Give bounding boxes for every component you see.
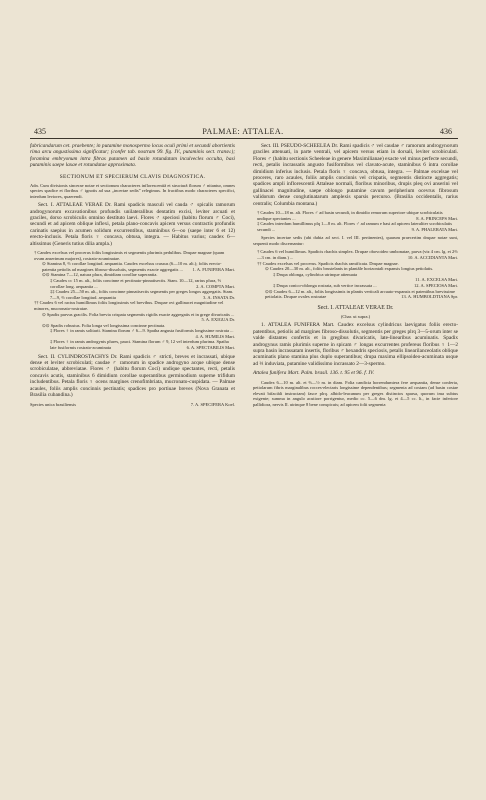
key-entry-text: ‡ Flores ♀ in ramis androgynis plures, pauci. Stamina florum ♂ 9, 12 vel interdum plurima. Spatha late fusiformis rostrato-acuminata xyxy=(50,339,229,351)
key-entry-species: 12. A. SPECIOSA Mart. xyxy=(413,283,458,288)
key-sect1 xyxy=(30,250,235,351)
species-line xyxy=(30,402,235,408)
species1-paragraph: 1. ATTALEA FUNIFERA Mart. Caudex excelsus cylindricus laevigatus foliis erecto-patentibus, petiolis ad margines fibroso-dissolutis, segmentis per greges plrq 3—5-orum inter se valde distantes confertis et in gregibus divaricatis, late-linearibus acuminatis. Spadix androgynus ramis plurimis superne in spicam ♂ longas excurrentes profereus floribus ♀ 1—2 supra basin incrassatam insertis, floribus ♂ hexandris speciosis, petalis linearilanceolatis oblique acuminatis plano stamina plus duplo superantibus; drupa maxima ellipsoideo-acuminata usque ad ⅓ induviata, putamine validissimo incrassato 2—3-spermo. xyxy=(253,322,458,367)
key-entry-text: ‡ Drupa oblonga, cylindrica utrinque attenuata xyxy=(273,271,357,277)
key-entry-species: 6. A. SPECTABILIS Mart. xyxy=(186,345,235,351)
key-entry xyxy=(253,289,458,300)
key-entry xyxy=(30,312,235,323)
key-entry-text: † Caudex 6 vel humillimus. Spadicis rhachis simplex. Drupae obovoideo umbonatae, parva (viz 4 cm. lg. et 2⅔—3 cm. in diam.) ... xyxy=(257,249,458,261)
page-number-left: 435 xyxy=(34,127,46,136)
key-entry-text: † Caudex 10—18 m. alt. Flores ♂ ad basin secundi, in dimidio remorum superiore ubique scrobiculatis undique spectantes ... xyxy=(257,210,443,221)
key-entry xyxy=(253,249,458,260)
key-entry-text: ‡ Caudex cc 15 m. alt., foliis concinne et pectinato-pinnatisectis. Stam. 10—12, rarius plura, ⅔ corollae long. aequantia ... xyxy=(50,277,221,289)
species-line-num: 7. A. SPECIFERA Koel. xyxy=(190,401,235,407)
key-entry-species: 2. A. COMPTA Mart. xyxy=(196,283,235,289)
key-entry-species: 8. A. PRINCEPS Mart. xyxy=(416,215,458,221)
key-entry xyxy=(30,261,235,272)
key-entry-species: 4. A. HUMILIS Mart. xyxy=(195,333,235,339)
citation: Attalea funifera Mart. Palm. brasil. 136. t. 95 et 96. f. IV. xyxy=(253,370,374,377)
header-rule xyxy=(30,138,458,139)
key-entry-species: 10. A. ACCIDIANTA Mart. xyxy=(407,255,458,261)
key-sect3 xyxy=(253,210,458,232)
key-entry xyxy=(30,300,235,311)
key-entry-species: 1. A. FUNIFERA Mart. xyxy=(192,266,235,272)
page-number-right: 436 xyxy=(440,127,452,136)
key-entry-text: ‡ Flores ♀ in ramis solitarii. Stamina florum ♂ 6—9. Spatha angusta fusiformis longissime rostrata ... xyxy=(50,328,234,334)
sect1-heading: Sect. I. ATTALEAE VERAE Dr. xyxy=(317,304,394,311)
key-entry xyxy=(30,328,235,339)
key-entry xyxy=(253,221,458,232)
sect1-paragraph: Sect. I. ATTALEAE VERAE Dr. Rami spadicis masculi vel cauda ♂ spicalis ramorum androgynorum excavationibus profundis unilateralibus dentatim excisi, leviter arcuati et graciles, dorso scrobiculis omnino destituto laevi. Flores ♂ speciosi (habitu florum ♂ Coci), secundi et ad apicem oblique inflexi, petala plano-concavis apicem versus contractis profundis carinatis saepius in acumen solidum excurrentibus, staminibus 6—oo (saepe inter 6 et 12) erecto-inclusis. Petala floris ♀ concava, obtusa, integra. — Habitus varius; caudex 6—altissimus (Generis tutius dilia ampla.) xyxy=(30,202,235,247)
key-entry xyxy=(30,339,235,350)
key-entry xyxy=(30,250,235,261)
key-entry-species: 3. A. INSATA Dr. xyxy=(203,294,235,300)
key-entry-species: 13. A. HUMBOLDTIANA Spr. xyxy=(401,294,458,300)
left-column xyxy=(30,143,235,410)
key-entry-text: ⊙ Stamina 8, ⅔ corollae longitud. aequantia. Caudex excelsus crassus (6—10 m. alt.); foliis erecto-patentia petiolis ad margines fibroso-dissolutis, segmentis exacte aggregatis ... xyxy=(42,261,222,272)
section-heading: SECTIONUM ET SPECIERUM CLAVIS DIAGNOSTICA. xyxy=(59,173,206,180)
running-title: PALMAE: ATTALEA. xyxy=(202,127,284,136)
sect1-sub: (Char. ut supra.) xyxy=(340,313,371,319)
key-entry-species: 5. A. EXIGUA Dr. xyxy=(201,317,235,323)
species-line-text: Species unica brasiliensis xyxy=(30,401,76,407)
key-incertae xyxy=(253,249,458,299)
key-entry-text: ‡‡ Caudex 25—50 m. alt., foliis concinne pinnatisectis segmentis per greges longos aggregatis. Stam. 7—9, ⅔ corollae longitud. aequantia xyxy=(50,289,234,300)
key-entry-text: ‡ Drupa conico-oblonga rostrata, sub vertice incrassata ... xyxy=(273,283,377,288)
key-entry-text: ⊙ Spadix parvus gracilis. Folia brevia crispata segmentis rigidis exacte aggregatis et in grege divaricatis ... xyxy=(42,311,235,317)
key-entry-text: ⊙⊙ Caudex 6—12 m. alt., foliis longissimis in plantis verticali arcuato-expansis et patentibus brevissime petiolatis. Drupae ovales rostratae xyxy=(265,288,456,300)
note-paragraph: Adn. Cum divisionis sincerae notae et sectionum characteres inflorescentiâ et structurâ florum ♂ nitantur, omnes species spadice et floribus ♂ ignotis ad sua „incertae sedis” relegimus. In fructibus modo characteres specifici, interdum leviores, quaerendi. xyxy=(30,182,235,199)
key-entry-text: ⊙⊙ Spadix robustus. Folia longa vel longissima concinne pectinata. xyxy=(42,322,166,328)
key-entry-species: 11. A. EXCELSA Mart. xyxy=(415,277,458,283)
key-entry xyxy=(30,289,235,300)
key-entry-species: 9. A. PHALERATA Mart. xyxy=(411,226,458,232)
key-entry-text: ⊙ Caudex 20—30 m. alt., foliis brustelanis in plantâle horizontali expansis longius petiolatis. xyxy=(265,266,434,272)
sect2-paragraph: Sect. II. CYLINDROSTACHYS Dr. Rami spadicis ♂ stricti, breves et incrassati, ubique dense et leviter scrobiculati; caudae ♂ ramorum in spadice androgyno acque ubique dense scrobiculatae, abbreviatae. Flores ♂ (habitu florum Coci) undique spectantes, recti, petalis concavis acutis, staminibus 6 dimidium corollae superantibus germinodium superne trifidum includentibus. Petala floris ♀ ocens margines crenofimbriata, mucronato-cuspidata. — Palmae acaules, foliis amplis concinnis pectinatis; spadices pro portiuae breves (Nova Granata et Brasilia cubandina.) xyxy=(30,353,235,399)
key-entry-text: ⊙⊙ Stamina 7—12, natura plura, dimidiam corollae superantia. xyxy=(42,272,158,278)
key-entry xyxy=(253,210,458,221)
incertae-paragraph: Species incertae sedis (ubi dubia ad sect. I. vel III. pertinentes), quarum praecertim drupae notae sunt, sequenti modo discernantur: xyxy=(253,235,458,246)
key-entry-text: † Candex excelsus vel procerus foliis longissimis et segmentis plurimis pedulibus. Drupae magnae (quam ovum anserinum majores), rostrato-acuminatae. xyxy=(34,249,225,261)
intro-paragraph: fabricandarum cet. praebente; in putamine monospermo locus oculi primi et secundi abortientis rima arcu angustissima significatur; (confer tab. nostram 99. fig. IV., putaminis sect. transv.); foramina embryonum intra fibras putamen ad basin rotundatam inculvecles occulta, basi putaminis saepe laxae et rotundatae approximata. xyxy=(30,143,235,169)
description-paragraph: Caudex 6—10 m. alt. et ⅔—½ m. in diam. Folia candicia horrendumtera fere aequantia, dense conferta, petiolarum fibris marginalibus rocces-electaris longissime dependentibus; segmenta ad costam (ad basin costae elevati bifaciàli instructam) fasce plrq. albido-leucanum per greges distinctos sparsa, quorum ima subtus exigente; summa in angulo acutiore porrigentur, medio cc. 5—6 dm. lg. et 4—5 cc. lt., in facie inferiore pallidiora, nervis II. utrinque 8 bene conspicuis; ad apicem folii segmenta xyxy=(253,379,458,407)
right-column xyxy=(253,143,458,410)
sect3-paragraph: Sect. III. PSEUDO-SCHEELEA Dr. Rami spadicis ♂ vel caudae ♂ ramorum androgynorum graciles attenuati, in parte ventrali, vel apicem versus etiam in dorsali, leviter scrobiculati. Flores ♂ (habitu sectionis Scheeleae in genere Maximilianae) exacte vel minus perfecte secundi, recti, petalis incrassatis angusto fusiformibus vel clavato-acute, staminibus 6 intra corollae dimidium inferius inclusis. Petala floris ♀ concava, obtusa, integra. — Palmae excelsae vel proceres, raro acaules, foliis amplis concinnis vel crispatis, segmentis distincte aggregatis; spadices ampli inflorescentii Attaleae normali, floribus minoribus, drupis pleq ovi anserini vel gallinacei magnitudine, saepe oblongo putamine cavum peripherium ocevrus fibrosum validorum dense conglutinatarum amplexis sparsis percurso. (Brasilia occidentalis, rarius centralis; Columbia montana.) xyxy=(253,143,458,207)
key-entry-text: ‡ Caudex interdum humillimus plq 1—8 m. alt. Flores ♂ ad ramum e basi ad apicem lateraliter scrobiculatis secundi ... xyxy=(257,221,452,232)
key-entry-text: †† Caudex 6 vel ractus humillimus foliis longissimis vel brevibus. Drupae ovi gallinacei magnitudine vel minores, mucronato-rostratae. xyxy=(34,300,224,311)
key-entry-text: †† Caudex excelsus vel procerus. Spadicis rhachis ramificata. Drupae magnae. xyxy=(257,260,399,266)
key-entry xyxy=(30,278,235,289)
